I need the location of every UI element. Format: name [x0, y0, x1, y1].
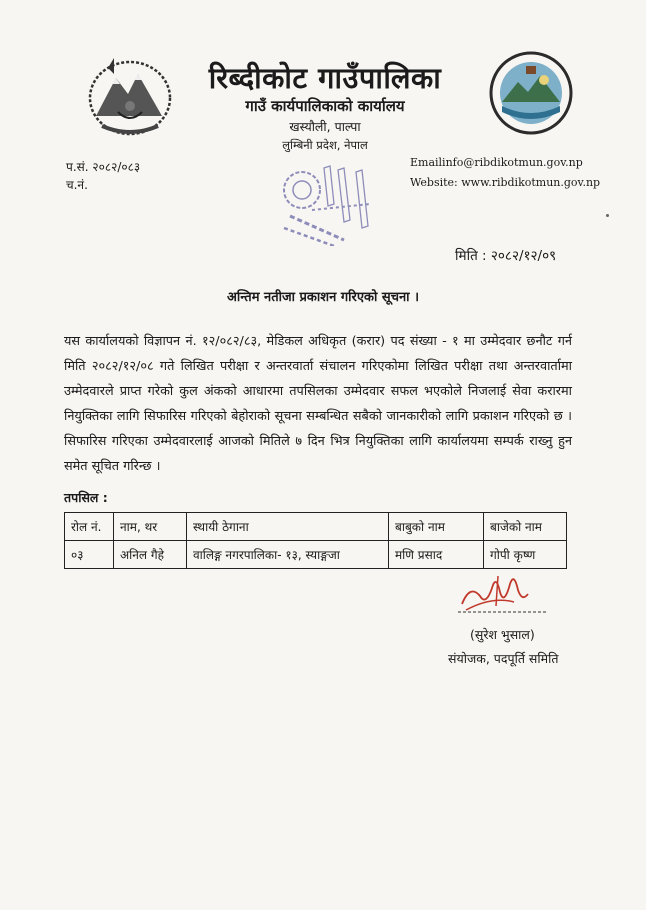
header-grandfather-name: बाजेको नाम — [484, 513, 567, 541]
header-roll-no: रोल नं. — [65, 513, 114, 541]
cell-name: अनिल गैहे — [114, 541, 187, 569]
signatory-designation: संयोजक, पदपूर्ति समिति — [448, 651, 559, 666]
cell-grandfather-name: गोपी कृष्ण — [484, 541, 567, 569]
chalani-number: च.नं. — [66, 178, 88, 192]
table-header-row — [65, 513, 567, 541]
cell-roll-no: ०३ — [65, 541, 114, 569]
patra-sankhya: प.सं. २०८२/०८३ — [66, 160, 141, 174]
header-father-name: बाबुको नाम — [389, 513, 484, 541]
header-address: स्थायी ठेगाना — [187, 513, 389, 541]
notice-subject: अन्तिम नतीजा प्रकाशन गरिएको सूचना । — [226, 290, 420, 305]
table-row — [65, 541, 567, 569]
municipality-name: रिब्दीकोट गाउँपालिका — [208, 61, 442, 95]
cell-father-name: मणि प्रसाद — [389, 541, 484, 569]
office-location: खस्यौली, पाल्पा — [289, 119, 361, 134]
notice-body: यस कार्यालयको विज्ञापन नं. १२/०८२/८३, मेडिकल अधिकृत (करार) पद संख्या - १ मा उम्मेदवार छनौट गर्न मिति २०८२/१२/०८ गते लिखित परीक्षा र अन्तरवार्ता संचालन गरिएकोमा लिखित परीक्षा तथा अन्तरवार्तामा उम्मेदवारले प्राप्त गरेको कुल अंकको आधारमा तपसिलका उम्मेदवार सफल भएकोले निजलाई सेवा करारमा नियुक्तिका लागि सिफारिस गरिएको बेहोराको सूचना सम्बन्धित सबैको जानकारीको लागि प्रकाशन गरिएको छ । सिफारिस गरिएका उम्मेदवारलाई आजको मितिले ७ दिन भित्र नियुक्तिका लागि कार्यालयमा सम्पर्क राख्नु हुन समेत सूचित गरिन्छ । — [64, 334, 572, 474]
contact-website: Website: www.ribdikotmun.gov.np — [410, 176, 601, 189]
tapsil-label: तपसिल : — [64, 490, 108, 505]
header-name: नाम, थर — [114, 513, 187, 541]
notice-date: मिति : २०८२/१२/०९ — [455, 248, 557, 264]
nepal-emblem-icon — [82, 54, 178, 140]
office-name: गाउँ कार्यपालिकाको कार्यालय — [245, 97, 405, 115]
result-table — [64, 512, 567, 569]
contact-email: Emailinfo@ribdikotmun.gov.np — [410, 156, 583, 169]
office-seal-icon — [272, 160, 376, 246]
signatory-name: (सुरेश भुसाल) — [470, 627, 535, 642]
municipality-logo-icon — [486, 50, 576, 136]
cell-address: वालिङ्ग नगरपालिका- १३, स्याङ्गजा — [187, 541, 389, 569]
signature-icon — [452, 566, 552, 618]
office-province: लुम्बिनी प्रदेश, नेपाल — [282, 138, 368, 152]
page-speck — [606, 214, 609, 217]
